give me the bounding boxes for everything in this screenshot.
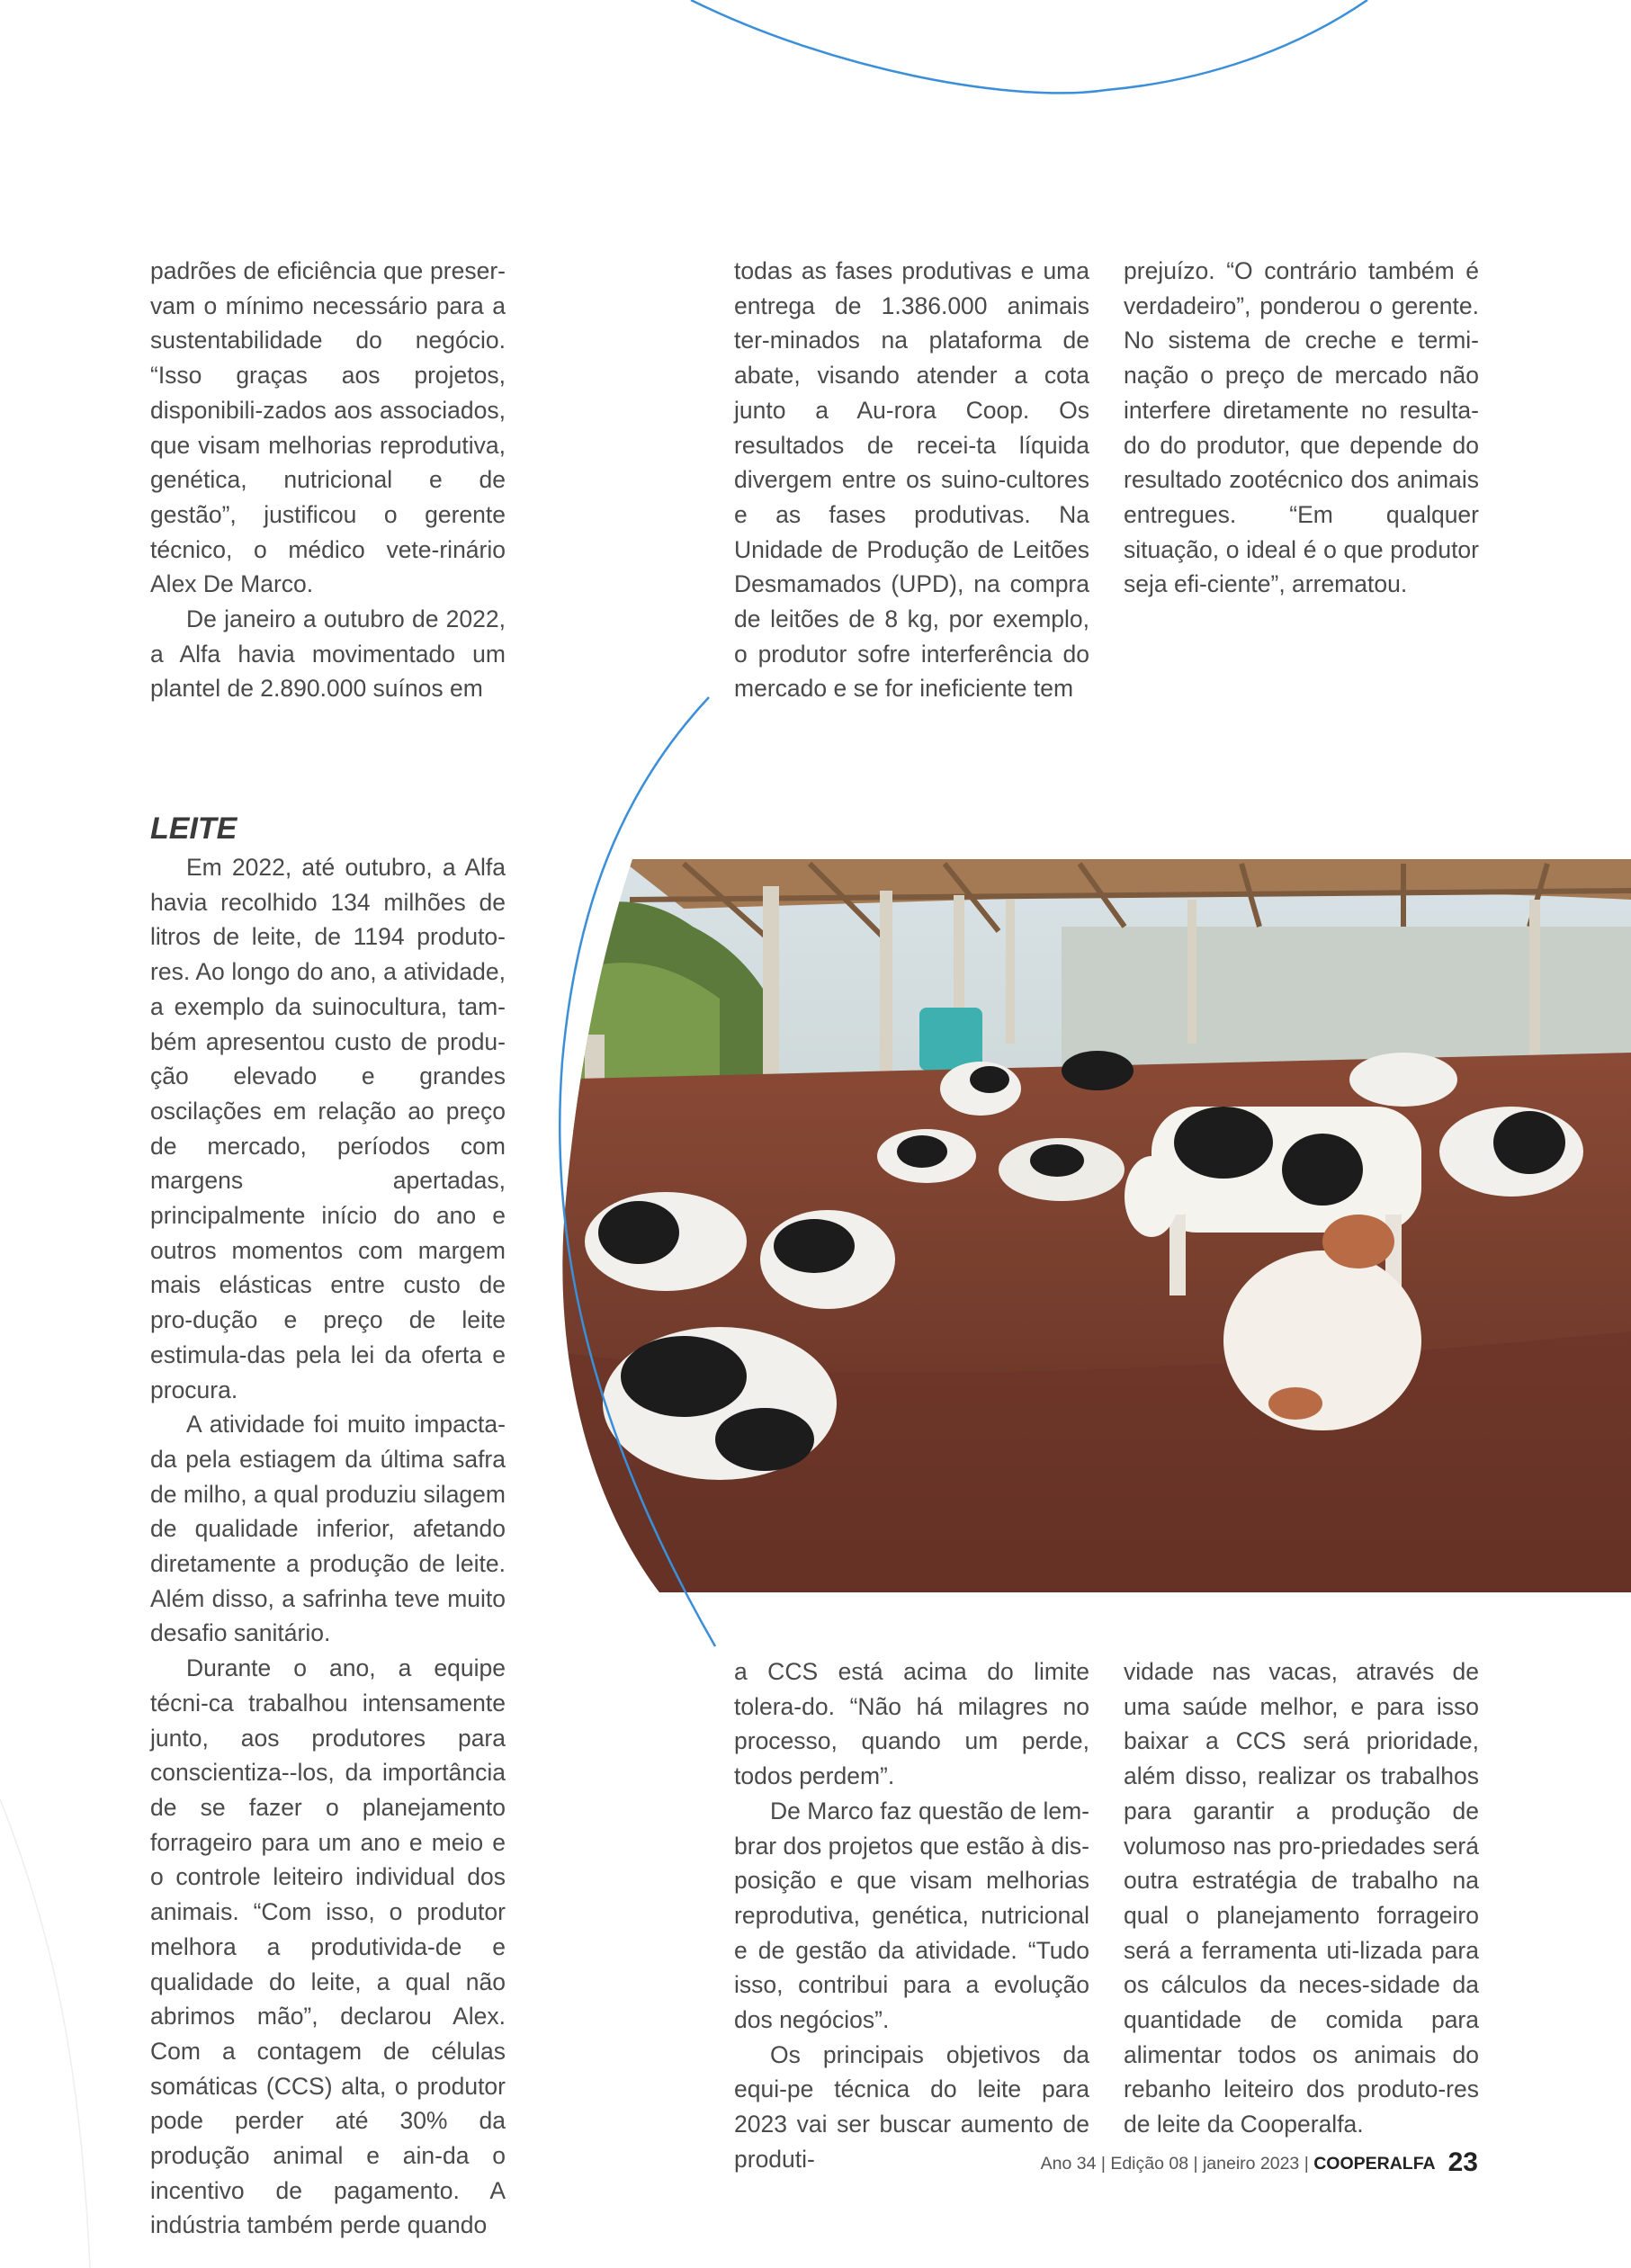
paragraph: Os principais objetivos da equi-pe técnica do leite para 2023 vai ser buscar aumento de produti- — [734, 2040, 1089, 2173]
article-column-top-3 — [1124, 254, 1479, 602]
paragraph: padrões de eficiência que preser-vam o mínimo necessário para a sustentabilidade do negócio. “Isso graças aos projetos, disponibili-zados aos associados, que visam melhorias reprodutiva, genética, nutricional e de gestão”, justificou o gerente técnico, o médico vete-rinário Alex De Marco. — [150, 257, 506, 598]
paragraph: De janeiro a outubro de 2022, a Alfa havia movimentado um plantel de 2.890.000 suínos em — [150, 605, 506, 703]
paragraph: prejuízo. “O contrário também é verdadeiro”, ponderou o gerente. No sistema de creche e termi-nação o preço de mercado não interfere diretamente no resulta-do do produtor, que depende do resultado zootécnico dos animais entregues. “Em qualquer situação, o ideal é o que produtor seja efi-ciente”, arrematou. — [1124, 257, 1479, 598]
page-number: 23 — [1447, 2147, 1478, 2177]
article-column-bottom-3 — [1124, 1654, 1479, 2142]
paragraph: Em 2022, até outubro, a Alfa havia recolhido 134 milhões de litros de leite, de 1194 produto-res. Ao longo do ano, a atividade, a exemplo da suinocultura, tam-bém apresentou custo de produ-ção elevado e grandes oscilações em relação ao preço de mercado, períodos com margens apertadas, principalmente início do ano e outros momentos com margem mais elásticas entre custo de pro-dução e preço de leite estimula-das pela lei da oferta e procura. — [150, 854, 506, 1403]
article-column-bottom-2 — [734, 1654, 1089, 2177]
paragraph: De Marco faz questão de lem-brar dos projetos que estão à dis-posição e que visam melhorias reprodutiva, genética, nutricional e de gestão da atividade. “Tudo isso, contribui para a evolução dos negócios”. — [734, 1797, 1089, 2034]
paragraph: todas as fases produtivas e uma entrega de 1.386.000 animais ter-minados na plataforma de abate, visando atender a cota junto a Au-rora Coop. Os resultados de recei-ta líquida divergem entre os suino-cultores e as fases produtivas. Na Unidade de Produção de Leitões Desmamados (UPD), na compra de leitões de 8 kg, por exemplo, o produtor sofre interferência do mercado e se for ineficiente tem — [734, 257, 1089, 703]
paragraph: A atividade foi muito impacta-da pela estiagem da última safra de milho, a qual produziu silagem de qualidade inferior, afetando diretamente a produção de leite. Além disso, a safrinha teve muito desafio sanitário. — [150, 1411, 506, 1647]
article-column-top-1 — [150, 254, 506, 706]
publication-brand: COOPERALFA — [1313, 2154, 1436, 2174]
section-heading-leite: LEITE — [150, 811, 237, 846]
paragraph: vidade nas vacas, através de uma saúde melhor, e para isso baixar a CCS será prioridade, além disso, realizar os trabalhos para garantir a produção de volumoso nas pro-priedades será outra estratégia de trabalho na qual o planejamento forrageiro será a ferramenta uti-lizada para os cálculos da neces-sidade da quantidade de comida para alimentar todos os animais do rebanho leiteiro dos produto-res de leite da Cooperalfa. — [1124, 1658, 1479, 2138]
leite-section — [150, 809, 506, 2243]
article-column-top-2 — [734, 254, 1089, 706]
paragraph: Durante o ano, a equipe técni-ca trabalhou intensamente junto, aos produtores para conscientiza--los, da importância de se fazer o planejamento forrageiro para um ano e meio e o controle leiteiro individual dos animais. “Com isso, o produtor melhora a produtivida-de e qualidade do leite, a qual não abrimos mão”, declarou Alex. Com a contagem de células somáticas (CCS) alta, o produtor pode perder até 30% da produção animal e ain-da o incentivo de pagamento. A indústria também perde quando — [150, 1654, 506, 2239]
issue-info: Ano 34 | Edição 08 | janeiro 2023 | — [1040, 2154, 1314, 2174]
paragraph: a CCS está acima do limite tolera-do. “Não há milagres no processo, quando um perde, todos perdem”. — [734, 1658, 1089, 1790]
page-footer — [1041, 2147, 1478, 2178]
